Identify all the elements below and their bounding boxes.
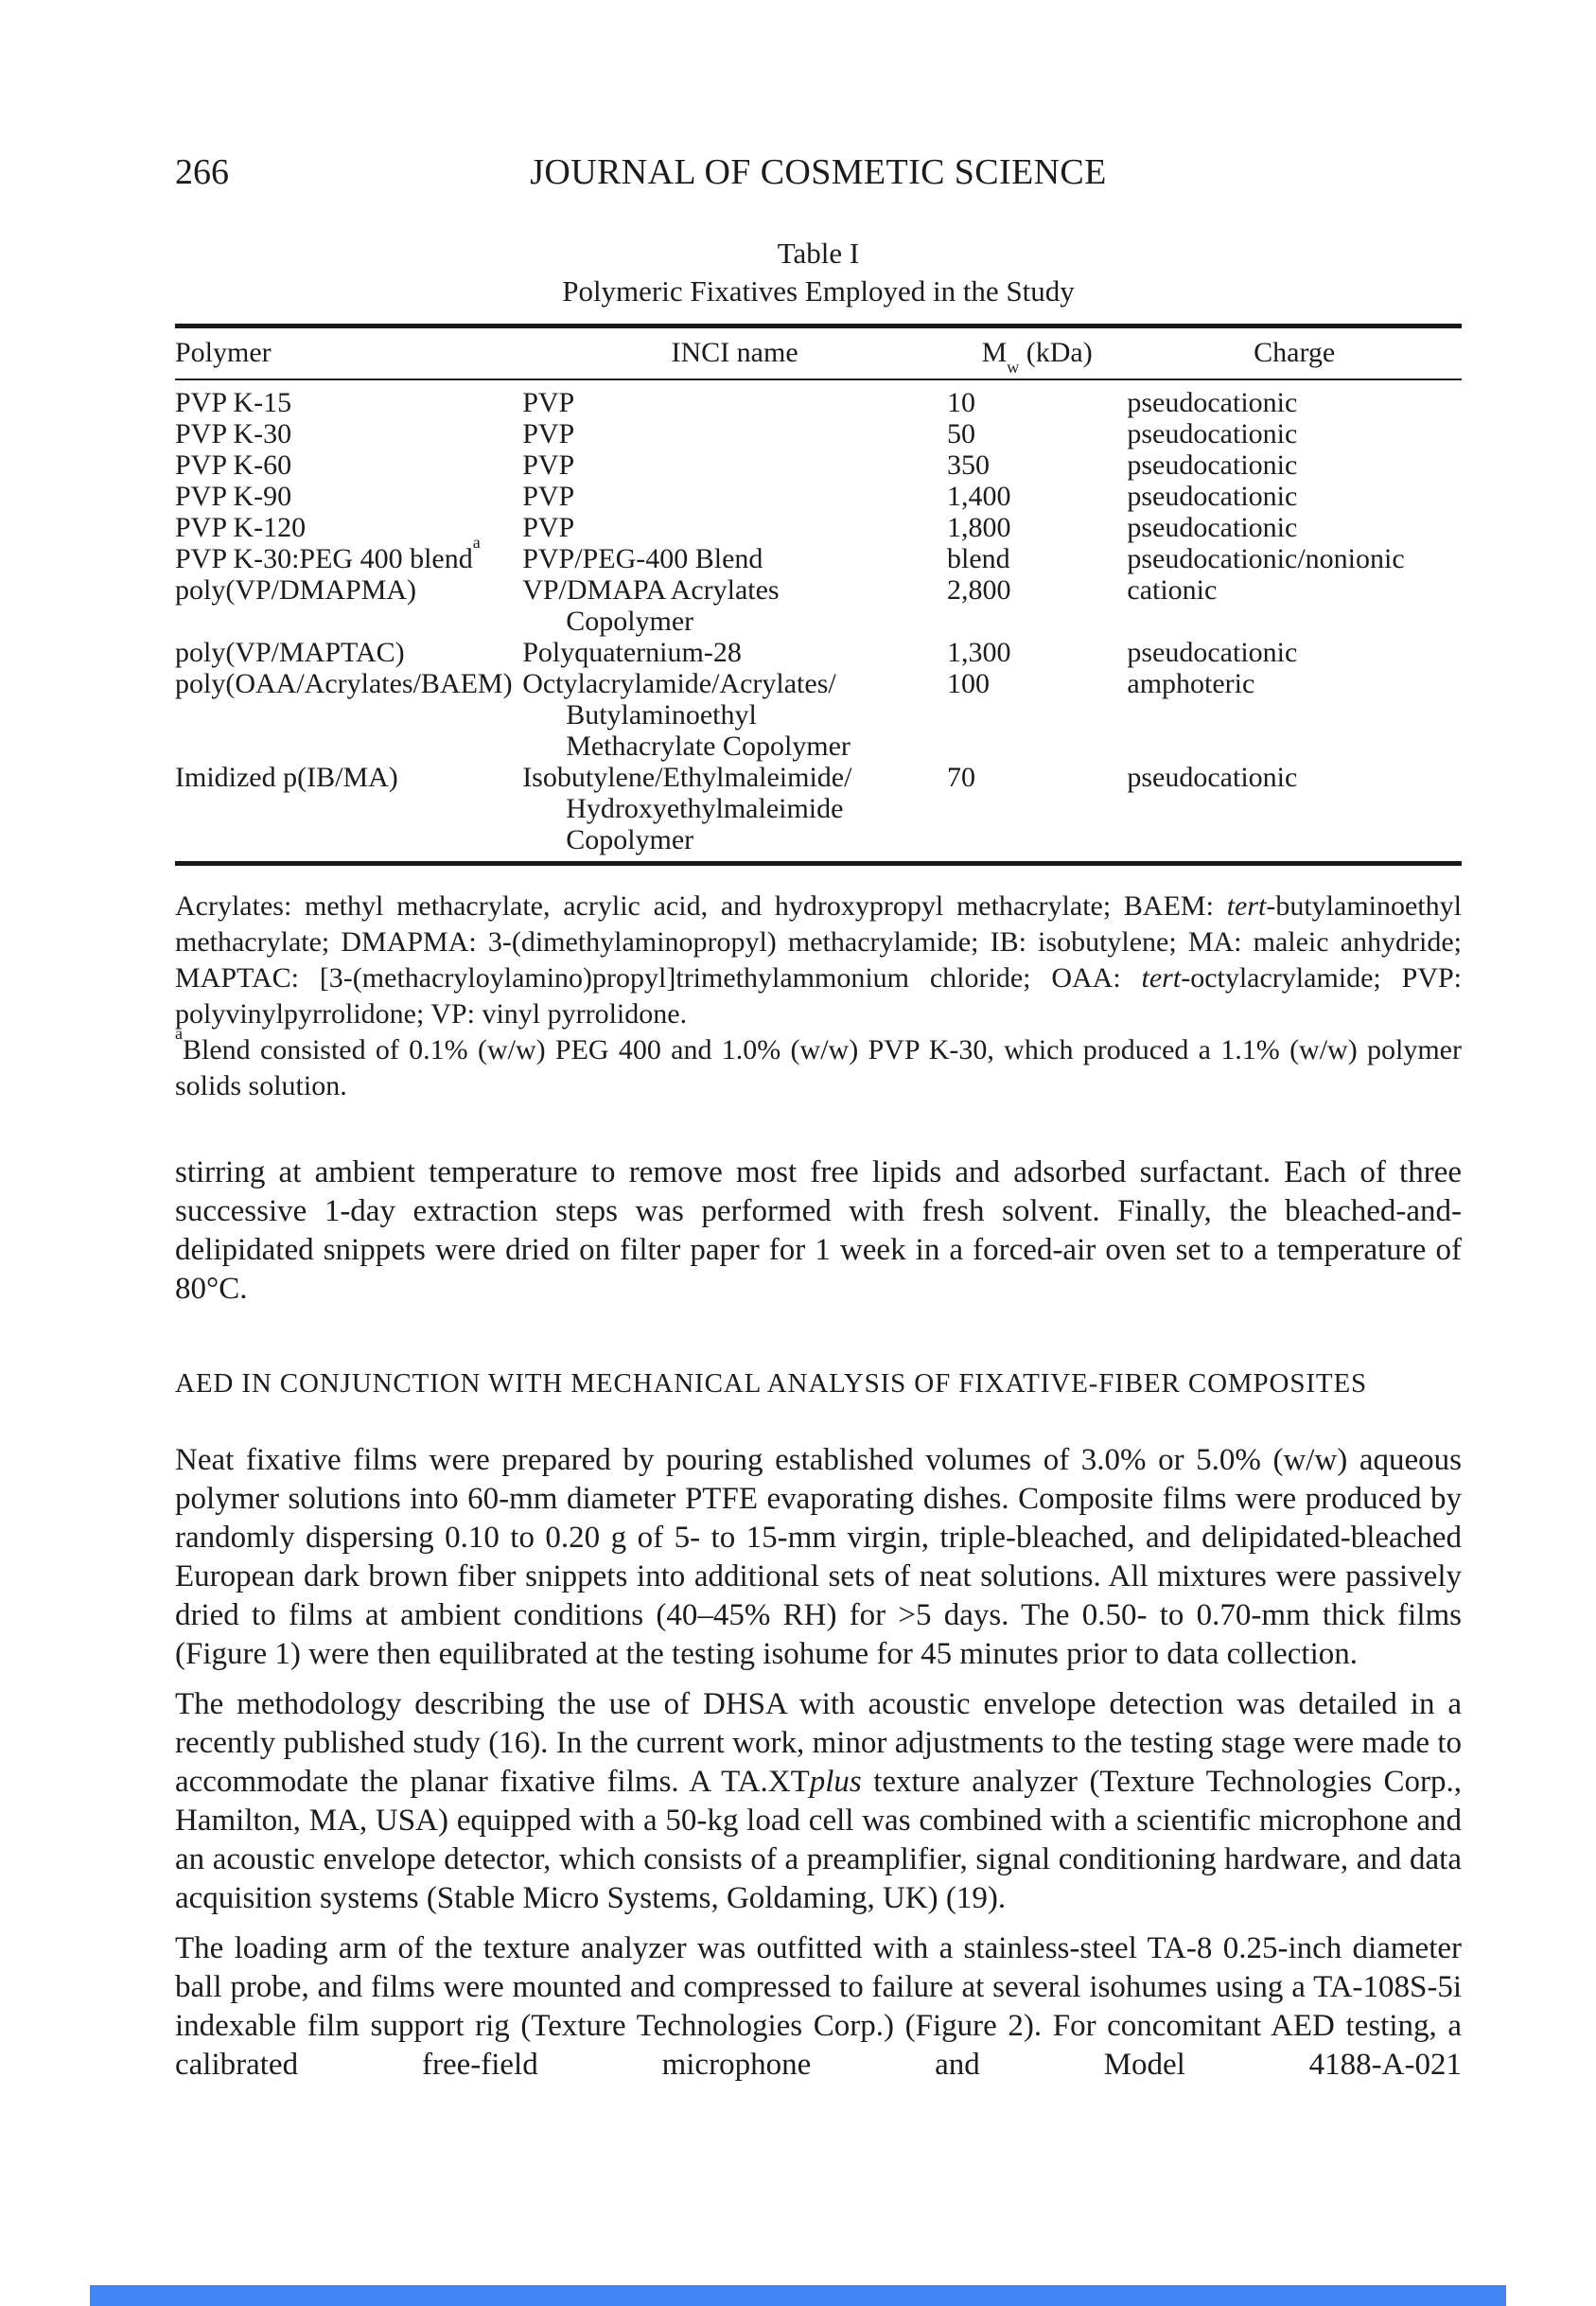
cell-charge: pseudocationic bbox=[1127, 762, 1298, 793]
cell-inci: PVP bbox=[522, 449, 575, 481]
table-body bbox=[175, 380, 1462, 861]
body-paragraph: stirring at ambient temperature to remove most free lipids and adsorbed surfactant. Each of three successive 1-day extraction steps was performed with fresh solvent. Finally, the bleached-and-delipidated snippets were dried on filter paper for 1 week in a forced-air oven set to a temperature of 80°C. bbox=[175, 1155, 1462, 1306]
section-heading: AED IN CONJUNCTION WITH MECHANICAL ANALYSIS OF FIXATIVE-FIBER COMPOSITES bbox=[175, 1368, 1368, 1399]
cell-inci: Polyquaternium-28 bbox=[522, 637, 742, 668]
cell-mw: 10 bbox=[946, 387, 975, 418]
column-header-inci: INCI name bbox=[671, 337, 798, 368]
body-paragraph: The loading arm of the texture analyzer was outfitted with a stainless-steel TA-8 0.25-inch diameter ball probe, and films were mounted and compressed to failure at several isohumes using a TA-108S-5i indexable film support rig (Texture Technologies Corp.) (Figure 2). For concomitant AED testing, a calibrated free-field microphone and Model 4188-A-021 bbox=[175, 1931, 1462, 2082]
cell-inci: Octylacrylamide/Acrylates/ Butylaminoethyl Methacrylate Copolymer bbox=[522, 668, 851, 762]
table-title: Table I bbox=[777, 237, 860, 270]
table-row bbox=[175, 668, 1462, 762]
cell-mw: 70 bbox=[946, 762, 975, 793]
table-row bbox=[175, 637, 1462, 668]
cell-polymer: poly(OAA/Acrylates/BAEM) bbox=[175, 668, 513, 699]
body-paragraph: The methodology describing the use of DHSA with acoustic envelope detection was detailed in a recently published study (16). In the current work, minor adjustments to the testing stage were made to accommodate the planar fixative films. A TA.XTplus texture analyzer (Texture Technologies Corp., Hamilton, MA, USA) equipped with a 50-kg load cell was combined with a scientific microphone and an acoustic envelope detector, which consists of a preamplifier, signal conditioning hardware, and data acquisition systems (Stable Micro Systems, Goldaming, UK) (19). bbox=[175, 1687, 1463, 1915]
body-paragraph: Neat fixative films were prepared by pouring established volumes of 3.0% or 5.0% (w/w) aqueous polymer solutions into 60-mm diameter PTFE evaporating dishes. Composite films were produced by randomly dispersing 0.10 to 0.20 g of 5- to 15-mm virgin, triple-bleached, and delipidated-bleached European dark brown fiber snippets into additional sets of neat solutions. All mixtures were passively dried to films at ambient conditions (40–45% RH) for >5 days. The 0.50- to 0.70-mm thick films (Figure 1) were then equilibrated at the testing isohume for 45 minutes prior to data collection. bbox=[175, 1443, 1462, 1671]
cell-charge: pseudocationic bbox=[1127, 637, 1298, 668]
table-row bbox=[175, 481, 1462, 512]
table-subtitle: Polymeric Fixatives Employed in the Study bbox=[562, 274, 1075, 308]
cell-charge: pseudocationic bbox=[1127, 449, 1298, 481]
cell-charge: amphoteric bbox=[1127, 668, 1255, 699]
cell-mw: 1,400 bbox=[946, 481, 1011, 512]
cell-charge: pseudocationic bbox=[1127, 418, 1298, 449]
cell-inci: PVP bbox=[522, 387, 575, 418]
table-note-blend: $^a$Blend consisted of 0.1% (w/w) PEG 400 and 1.0% (w/w) PVP K-30, which produced a 1.1% (w/w) polymer solids solution. bbox=[175, 1024, 1462, 1101]
cell-polymer: PVP K-120 bbox=[175, 512, 307, 543]
table-header-row bbox=[175, 328, 1462, 378]
cell-mw: 100 bbox=[946, 668, 990, 699]
page-number: 266 bbox=[175, 152, 229, 192]
cell-polymer: PVP K-15 bbox=[175, 387, 292, 418]
cell-charge: cationic bbox=[1127, 574, 1218, 606]
cell-inci: PVP/PEG-400 Blend bbox=[522, 543, 763, 574]
column-header-polymer: Polymer bbox=[175, 337, 272, 368]
cell-inci: VP/DMAPA Acrylates Copolymer bbox=[522, 574, 780, 637]
cell-inci: PVP bbox=[522, 481, 575, 512]
cell-inci: PVP bbox=[522, 512, 575, 543]
cell-inci: Isobutylene/Ethylmaleimide/ Hydroxyethylmaleimide Copolymer bbox=[522, 762, 852, 855]
cell-mw: 1,300 bbox=[946, 637, 1011, 668]
table-row bbox=[175, 387, 1462, 418]
table-row bbox=[175, 418, 1462, 449]
table-row bbox=[175, 574, 1462, 637]
cell-polymer: PVP K-30 bbox=[175, 418, 292, 449]
cell-mw: 2,800 bbox=[946, 574, 1011, 606]
cell-polymer: poly(VP/MAPTAC) bbox=[175, 637, 405, 668]
page-header bbox=[175, 151, 1462, 199]
cell-mw: 350 bbox=[946, 449, 990, 481]
table-1 bbox=[175, 235, 1462, 1104]
cell-charge: pseudocationic bbox=[1127, 481, 1298, 512]
cell-mw: 50 bbox=[946, 418, 975, 449]
cell-mw: 1,800 bbox=[946, 512, 1011, 543]
cell-polymer: PVP K-90 bbox=[175, 481, 292, 512]
bottom-bar bbox=[90, 2285, 1506, 2306]
cell-polymer: PVP K-30:PEG 400 blend$^a$ bbox=[175, 533, 481, 574]
cell-charge: pseudocationic bbox=[1127, 387, 1298, 418]
cell-polymer: Imidized p(IB/MA) bbox=[175, 762, 398, 793]
cell-charge: pseudocationic/nonionic bbox=[1127, 543, 1405, 574]
column-header-charge: Charge bbox=[1254, 337, 1336, 368]
cell-inci: PVP bbox=[522, 418, 575, 449]
cell-mw: blend bbox=[946, 543, 1010, 574]
table-row bbox=[175, 449, 1462, 481]
journal-title: JOURNAL OF COSMETIC SCIENCE bbox=[530, 152, 1107, 192]
table-notes bbox=[175, 889, 1462, 1104]
cell-polymer: poly(VP/DMAPMA) bbox=[175, 574, 417, 606]
column-header-mw: $M_w$ (kDa) bbox=[981, 337, 1093, 378]
table-row bbox=[175, 533, 1462, 574]
cell-polymer: PVP K-60 bbox=[175, 449, 292, 481]
table-row bbox=[175, 762, 1462, 855]
table-note-abbreviations: Acrylates: methyl methacrylate, acrylic acid, and hydroxypropyl methacrylate; BAEM: tert-butylaminoethyl methacrylate; DMAPMA: 3-(dimethylaminopropyl) methacrylamide; IB: isobutylene; MA: maleic anhydride; MAPTAC: [3-(methacryloylamino)propyl]trimethylammonium chloride; OAA: tert-octylacrylamide; PVP: polyvinylpyrrolidone; VP: vinyl pyrrolidone. bbox=[175, 890, 1462, 1030]
table-bottom-rule bbox=[175, 861, 1462, 866]
table-row bbox=[175, 512, 1462, 543]
cell-charge: pseudocationic bbox=[1127, 512, 1298, 543]
